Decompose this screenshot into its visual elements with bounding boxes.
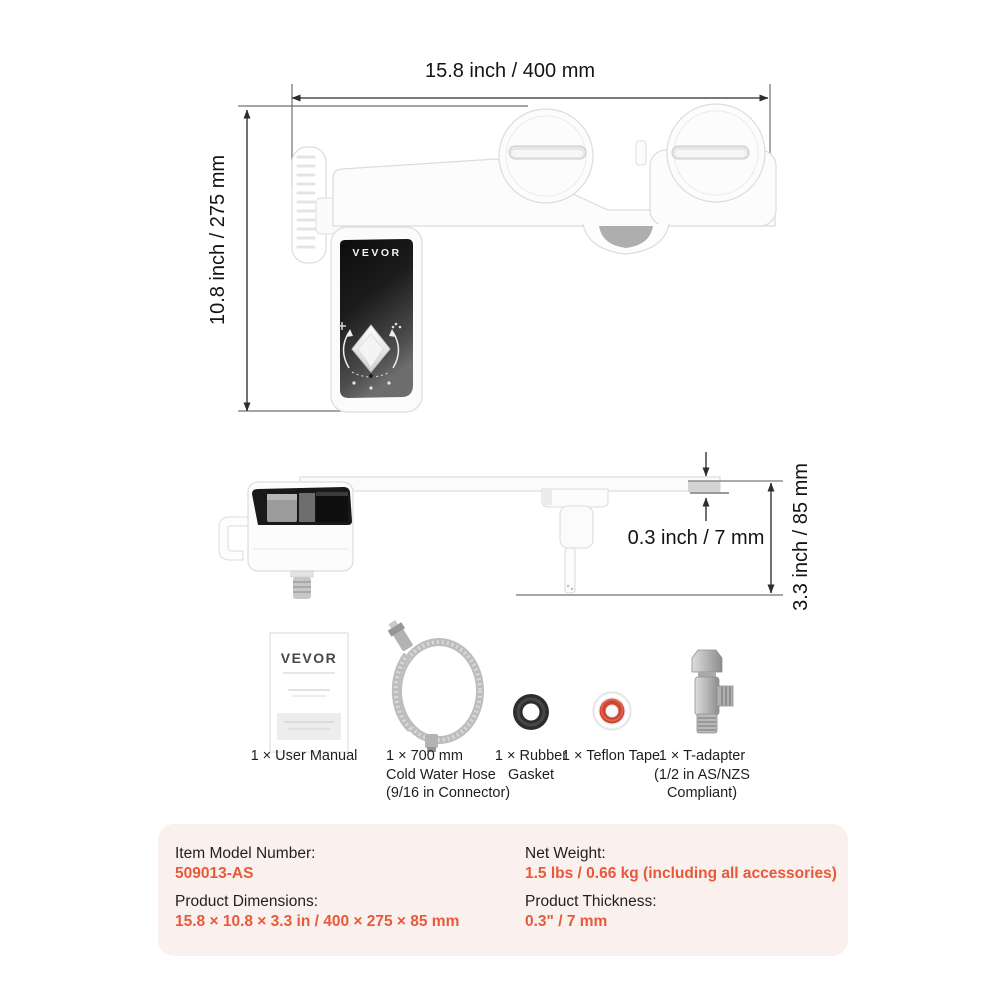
- top-width-dimension-label: 15.8 inch / 400 mm: [424, 60, 596, 82]
- hanger-hook-icon: [219, 517, 248, 560]
- teflon-tape-image: [593, 692, 631, 730]
- t-adapter-caption: [627, 747, 777, 803]
- manual-brand: VEVOR: [280, 650, 338, 666]
- caption-line: Gasket: [508, 766, 554, 783]
- side-height-dimension-label: 3.3 inch / 85 mm: [790, 463, 812, 611]
- thickness-dimension-label: 0.3 inch / 7 mm: [627, 527, 765, 549]
- spec-label: Net Weight:: [525, 845, 606, 862]
- spec-item: [525, 845, 841, 883]
- caption-line: 1 × T-adapter: [658, 748, 746, 764]
- spec-value: 509013-AS: [175, 865, 254, 882]
- spec-label: Product Thickness:: [525, 893, 657, 910]
- cold-water-hose-image: [385, 618, 480, 752]
- caption-line: Cold Water Hose: [386, 766, 496, 783]
- user-manual-caption: [229, 747, 379, 766]
- spec-item: [175, 845, 515, 883]
- spec-item: [525, 893, 841, 931]
- spec-label: Product Dimensions:: [175, 893, 319, 910]
- caption-line: (9/16 in Connector): [386, 785, 511, 801]
- t-adapter-image: [692, 650, 733, 733]
- info-panel: [158, 824, 848, 956]
- bolt-slots: [509, 146, 749, 159]
- nozzle-recess: [583, 224, 669, 254]
- caption-line: 1 × User Manual: [250, 748, 358, 764]
- spec-label: Item Model Number:: [175, 845, 316, 862]
- spec-column-right: [525, 845, 841, 941]
- side-control-box: [219, 482, 353, 599]
- caption-line: (1/2 in AS/NZS: [654, 766, 750, 783]
- rubber-gasket-image: [513, 694, 549, 730]
- spec-value: 1.5 lbs / 0.66 kg (including all accessories): [525, 865, 837, 882]
- caption-line: 1 × Teflon Tape: [561, 748, 661, 764]
- left-height-dimension-label: 10.8 inch / 275 mm: [207, 154, 229, 326]
- side-dimension-lines: [516, 452, 783, 595]
- spec-value: 15.8 × 10.8 × 3.3 in / 400 × 275 × 85 mm: [175, 913, 460, 930]
- control-panel-brand: VEVOR: [352, 247, 402, 259]
- caption-line: 1 × Rubber: [494, 748, 568, 764]
- spec-value: 0.3" / 7 mm: [525, 913, 608, 930]
- caption-line: 1 × 700 mm: [386, 748, 463, 764]
- caption-line: Compliant): [666, 785, 738, 801]
- spec-column-left: [175, 845, 515, 941]
- spec-item: [175, 893, 515, 931]
